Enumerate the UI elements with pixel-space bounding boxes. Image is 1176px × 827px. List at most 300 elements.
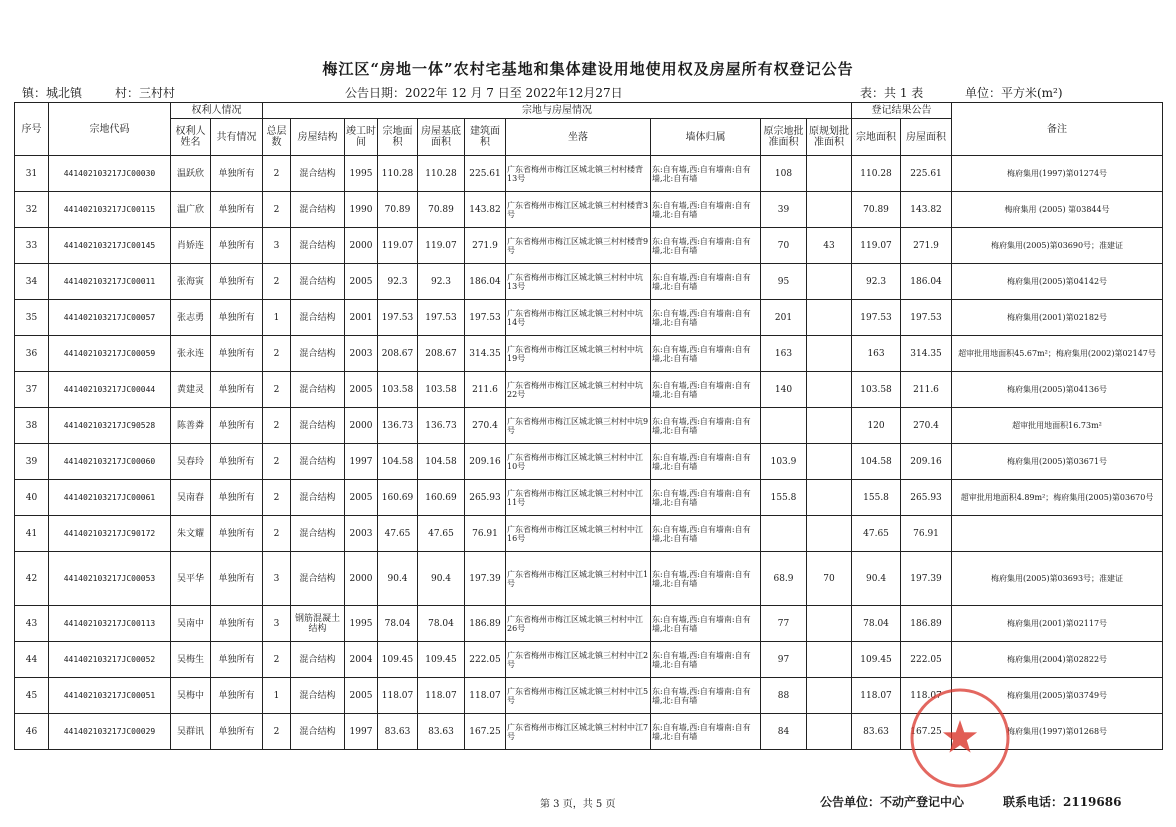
cell-note: 梅府集用(2005)第03693号；准建证 [952,552,1163,606]
cell-share: 单独所有 [211,714,263,750]
table-row [15,192,1163,228]
cell-structure: 混合结构 [291,552,345,606]
cell-seq: 42 [15,552,49,606]
cell-year: 2004 [345,642,378,678]
cell-land-area: 118.07 [378,678,418,714]
cell-floors: 1 [263,300,291,336]
cell-result-land: 118.07 [852,678,901,714]
table-row [15,408,1163,444]
cell-orig-planned [807,408,852,444]
cell-orig-planned [807,300,852,336]
cell-result-land: 155.8 [852,480,901,516]
cell-orig-approved: 103.9 [761,444,807,480]
cell-orig-approved [761,408,807,444]
cell-wall: 东:自有墙,西:自有墙南:自有墙,北:自有墙 [651,714,761,750]
table-row [15,606,1163,642]
cell-owner: 吴群讯 [171,714,211,750]
cell-result-house: 197.39 [901,552,952,606]
cell-owner: 朱文耀 [171,516,211,552]
cell-year: 2003 [345,516,378,552]
cell-structure: 混合结构 [291,336,345,372]
cell-share: 单独所有 [211,678,263,714]
cell-wall: 东:自有墙,西:自有墙南:自有墙,北:自有墙 [651,516,761,552]
cell-year: 2000 [345,408,378,444]
cell-note [952,516,1163,552]
cell-seq: 31 [15,156,49,192]
sheet-count: 表：共 1 表 [860,86,924,100]
cell-code: 441402103217JC00051 [49,678,171,714]
cell-year: 1995 [345,156,378,192]
cell-result-house: 209.16 [901,444,952,480]
cell-owner: 吴平华 [171,552,211,606]
cell-base-area: 103.58 [418,372,465,408]
cell-location: 广东省梅州市梅江区城北镇三村村楼背13号 [506,156,651,192]
cell-seq: 33 [15,228,49,264]
cell-note: 梅府集用(2001)第02117号 [952,606,1163,642]
cell-year: 2000 [345,228,378,264]
cell-code: 441402103217JC00044 [49,372,171,408]
header-build-area: 建筑面积 [465,119,506,156]
table-row [15,480,1163,516]
cell-result-land: 83.63 [852,714,901,750]
cell-seq: 32 [15,192,49,228]
cell-location: 广东省梅州市梅江区城北镇三村村中坑9号 [506,408,651,444]
cell-orig-approved: 95 [761,264,807,300]
cell-orig-approved: 163 [761,336,807,372]
cell-land-area: 197.53 [378,300,418,336]
cell-owner: 吴南中 [171,606,211,642]
cell-result-house: 118.07 [901,678,952,714]
cell-orig-planned [807,444,852,480]
cell-base-area: 83.63 [418,714,465,750]
cell-result-land: 120 [852,408,901,444]
cell-year: 1997 [345,714,378,750]
village-label: 村：三村村 [115,86,176,100]
cell-seq: 37 [15,372,49,408]
cell-code: 441402103217JC00057 [49,300,171,336]
cell-land-area: 110.28 [378,156,418,192]
cell-note: 梅府集用(2005)第03690号；准建证 [952,228,1163,264]
cell-wall: 东:自有墙,西:自有墙南:自有墙,北:自有墙 [651,300,761,336]
cell-share: 单独所有 [211,516,263,552]
header-year: 竣工时间 [345,119,378,156]
cell-floors: 2 [263,516,291,552]
cell-orig-planned [807,192,852,228]
cell-year: 1995 [345,606,378,642]
cell-year: 2005 [345,480,378,516]
cell-result-land: 119.07 [852,228,901,264]
cell-seq: 39 [15,444,49,480]
cell-orig-planned: 43 [807,228,852,264]
cell-share: 单独所有 [211,642,263,678]
header-seq: 序号 [15,103,49,156]
cell-wall: 东:自有墙,西:自有墙南:自有墙,北:自有墙 [651,192,761,228]
cell-share: 单独所有 [211,336,263,372]
cell-location: 广东省梅州市梅江区城北镇三村村中坑14号 [506,300,651,336]
cell-result-land: 110.28 [852,156,901,192]
cell-year: 2005 [345,678,378,714]
cell-structure: 混合结构 [291,714,345,750]
cell-result-house: 143.82 [901,192,952,228]
header-owner: 权利人姓名 [171,119,211,156]
cell-wall: 东:自有墙,西:自有墙南:自有墙,北:自有墙 [651,408,761,444]
cell-share: 单独所有 [211,192,263,228]
cell-result-house: 225.61 [901,156,952,192]
cell-base-area: 208.67 [418,336,465,372]
cell-share: 单独所有 [211,408,263,444]
cell-orig-approved: 108 [761,156,807,192]
cell-location: 广东省梅州市梅江区城北镇三村村中江26号 [506,606,651,642]
cell-floors: 2 [263,642,291,678]
cell-land-area: 103.58 [378,372,418,408]
table-row [15,444,1163,480]
cell-build-area: 265.93 [465,480,506,516]
cell-structure: 混合结构 [291,678,345,714]
cell-floors: 2 [263,372,291,408]
cell-wall: 东:自有墙,西:自有墙南:自有墙,北:自有墙 [651,606,761,642]
cell-orig-planned [807,264,852,300]
cell-base-area: 136.73 [418,408,465,444]
cell-orig-approved: 201 [761,300,807,336]
cell-wall: 东:自有墙,西:自有墙南:自有墙,北:自有墙 [651,678,761,714]
cell-location: 广东省梅州市梅江区城北镇三村村中江11号 [506,480,651,516]
cell-owner: 吴南春 [171,480,211,516]
header-orig-planned: 原规划批准面积 [807,119,852,156]
cell-seq: 44 [15,642,49,678]
cell-base-area: 90.4 [418,552,465,606]
cell-floors: 2 [263,264,291,300]
cell-code: 441402103217JC00011 [49,264,171,300]
cell-owner: 张永连 [171,336,211,372]
town-label: 镇：城北镇 [22,86,83,100]
cell-location: 广东省梅州市梅江区城北镇三村村中江16号 [506,516,651,552]
cell-note: 梅府集用(2004)第02822号 [952,642,1163,678]
cell-wall: 东:自有墙,西:自有墙南:自有墙,北:自有墙 [651,228,761,264]
cell-land-area: 104.58 [378,444,418,480]
cell-build-area: 197.39 [465,552,506,606]
cell-orig-approved: 39 [761,192,807,228]
cell-share: 单独所有 [211,444,263,480]
header-share: 共有情况 [211,119,263,156]
contact-phone: 联系电话：2119686 [1003,795,1122,809]
cell-land-area: 78.04 [378,606,418,642]
cell-build-area: 186.89 [465,606,506,642]
header-floors: 总层数 [263,119,291,156]
cell-orig-approved: 77 [761,606,807,642]
cell-note: 超审批用地面积16.73m² [952,408,1163,444]
cell-result-land: 103.58 [852,372,901,408]
cell-location: 广东省梅州市梅江区城北镇三村村中江1号 [506,552,651,606]
cell-orig-planned: 70 [807,552,852,606]
header-group-owner: 权利人情况 [171,103,263,119]
cell-structure: 混合结构 [291,300,345,336]
cell-code: 441402103217JC00061 [49,480,171,516]
cell-land-area: 136.73 [378,408,418,444]
cell-land-area: 92.3 [378,264,418,300]
page-number: 第 3 页，共 5 页 [540,799,616,810]
cell-build-area: 167.25 [465,714,506,750]
cell-note: 梅府集用 (2005) 第03844号 [952,192,1163,228]
cell-orig-planned [807,606,852,642]
cell-share: 单独所有 [211,552,263,606]
registration-table [14,102,1163,750]
cell-result-house: 167.25 [901,714,952,750]
cell-note: 梅府集用(2005)第03749号 [952,678,1163,714]
cell-floors: 2 [263,444,291,480]
cell-build-area: 314.35 [465,336,506,372]
cell-land-area: 109.45 [378,642,418,678]
cell-base-area: 47.65 [418,516,465,552]
cell-orig-planned [807,156,852,192]
announcing-unit: 公告单位：不动产登记中心 [820,795,965,809]
cell-base-area: 92.3 [418,264,465,300]
cell-share: 单独所有 [211,228,263,264]
cell-structure: 混合结构 [291,408,345,444]
cell-orig-approved [761,516,807,552]
cell-build-area: 209.16 [465,444,506,480]
cell-floors: 2 [263,714,291,750]
cell-floors: 2 [263,480,291,516]
cell-land-area: 83.63 [378,714,418,750]
cell-year: 2003 [345,336,378,372]
cell-wall: 东:自有墙,西:自有墙南:自有墙,北:自有墙 [651,372,761,408]
cell-structure: 钢筋混凝土结构 [291,606,345,642]
cell-location: 广东省梅州市梅江区城北镇三村村中坑22号 [506,372,651,408]
cell-wall: 东:自有墙,西:自有墙南:自有墙,北:自有墙 [651,642,761,678]
cell-owner: 张海寅 [171,264,211,300]
table-row [15,228,1163,264]
cell-result-house: 186.89 [901,606,952,642]
cell-orig-approved: 97 [761,642,807,678]
cell-seq: 35 [15,300,49,336]
area-unit: 单位：平方米(m²) [965,86,1063,100]
cell-result-house: 197.53 [901,300,952,336]
official-seal-icon [908,686,1012,790]
table-row [15,336,1163,372]
cell-location: 广东省梅州市梅江区城北镇三村村中江7号 [506,714,651,750]
header-note: 备注 [952,103,1163,156]
cell-land-area: 90.4 [378,552,418,606]
cell-base-area: 78.04 [418,606,465,642]
cell-structure: 混合结构 [291,516,345,552]
cell-wall: 东:自有墙,西:自有墙南:自有墙,北:自有墙 [651,480,761,516]
cell-location: 广东省梅州市梅江区城北镇三村村中坑19号 [506,336,651,372]
cell-seq: 46 [15,714,49,750]
cell-code: 441402103217JC90172 [49,516,171,552]
cell-year: 1997 [345,444,378,480]
cell-year: 2000 [345,552,378,606]
cell-structure: 混合结构 [291,192,345,228]
cell-orig-planned [807,678,852,714]
cell-orig-approved: 140 [761,372,807,408]
cell-orig-planned [807,642,852,678]
cell-owner: 肖娇连 [171,228,211,264]
cell-location: 广东省梅州市梅江区城北镇三村村中江2号 [506,642,651,678]
table-row [15,156,1163,192]
cell-location: 广东省梅州市梅江区城北镇三村村中江10号 [506,444,651,480]
cell-build-area: 197.53 [465,300,506,336]
cell-code: 441402103217JC00029 [49,714,171,750]
table-row [15,264,1163,300]
cell-wall: 东:自有墙,西:自有墙南:自有墙,北:自有墙 [651,336,761,372]
cell-structure: 混合结构 [291,228,345,264]
cell-build-area: 211.6 [465,372,506,408]
cell-result-land: 109.45 [852,642,901,678]
cell-structure: 混合结构 [291,264,345,300]
cell-wall: 东:自有墙,西:自有墙南:自有墙,北:自有墙 [651,552,761,606]
cell-base-area: 197.53 [418,300,465,336]
cell-share: 单独所有 [211,480,263,516]
table-row [15,516,1163,552]
cell-year: 2005 [345,264,378,300]
cell-result-house: 76.91 [901,516,952,552]
cell-share: 单独所有 [211,156,263,192]
table-row [15,372,1163,408]
header-wall: 墙体归属 [651,119,761,156]
cell-orig-approved: 68.9 [761,552,807,606]
cell-owner: 吴春玲 [171,444,211,480]
table-row [15,642,1163,678]
cell-orig-planned [807,714,852,750]
cell-result-land: 78.04 [852,606,901,642]
cell-orig-approved: 155.8 [761,480,807,516]
cell-code: 441402103217JC00052 [49,642,171,678]
cell-owner: 吴梅中 [171,678,211,714]
cell-owner: 陈善粦 [171,408,211,444]
header-group-result: 登记结果公告 [852,103,952,119]
cell-base-area: 109.45 [418,642,465,678]
cell-orig-approved: 84 [761,714,807,750]
cell-year: 1990 [345,192,378,228]
cell-code: 441402103217JC00060 [49,444,171,480]
cell-owner: 温广欣 [171,192,211,228]
cell-result-land: 197.53 [852,300,901,336]
cell-note: 梅府集用(2005)第04136号 [952,372,1163,408]
cell-floors: 1 [263,678,291,714]
cell-result-house: 222.05 [901,642,952,678]
cell-floors: 3 [263,606,291,642]
cell-floors: 3 [263,552,291,606]
cell-orig-planned [807,372,852,408]
cell-code: 441402103217JC00113 [49,606,171,642]
header-result-land: 宗地面积 [852,119,901,156]
cell-seq: 34 [15,264,49,300]
cell-location: 广东省梅州市梅江区城北镇三村村楼背9号 [506,228,651,264]
header-land-area: 宗地面积 [378,119,418,156]
cell-owner: 吴梅生 [171,642,211,678]
cell-seq: 38 [15,408,49,444]
cell-location: 广东省梅州市梅江区城北镇三村村楼背3号 [506,192,651,228]
cell-structure: 混合结构 [291,156,345,192]
cell-structure: 混合结构 [291,372,345,408]
cell-owner: 温跃欣 [171,156,211,192]
header-base-area: 房屋基底面积 [418,119,465,156]
cell-result-house: 265.93 [901,480,952,516]
cell-build-area: 270.4 [465,408,506,444]
header-structure: 房屋结构 [291,119,345,156]
cell-result-land: 47.65 [852,516,901,552]
header-orig-approved: 原宗地批准面积 [761,119,807,156]
cell-build-area: 225.61 [465,156,506,192]
cell-note: 超审批用地面积45.67m²；梅府集用(2002)第02147号 [952,336,1163,372]
cell-location: 广东省梅州市梅江区城北镇三村村中江5号 [506,678,651,714]
cell-floors: 3 [263,228,291,264]
cell-orig-approved: 70 [761,228,807,264]
cell-year: 2005 [345,372,378,408]
cell-land-area: 208.67 [378,336,418,372]
cell-base-area: 119.07 [418,228,465,264]
cell-floors: 2 [263,336,291,372]
cell-orig-planned [807,516,852,552]
cell-result-house: 271.9 [901,228,952,264]
cell-result-land: 70.89 [852,192,901,228]
cell-base-area: 160.69 [418,480,465,516]
cell-floors: 2 [263,408,291,444]
header-location: 坐落 [506,119,651,156]
cell-wall: 东:自有墙,西:自有墙南:自有墙,北:自有墙 [651,156,761,192]
cell-structure: 混合结构 [291,480,345,516]
cell-orig-approved: 88 [761,678,807,714]
cell-result-land: 163 [852,336,901,372]
cell-structure: 混合结构 [291,444,345,480]
cell-wall: 东:自有墙,西:自有墙南:自有墙,北:自有墙 [651,444,761,480]
cell-location: 广东省梅州市梅江区城北镇三村村中坑13号 [506,264,651,300]
cell-build-area: 186.04 [465,264,506,300]
cell-build-area: 222.05 [465,642,506,678]
cell-base-area: 110.28 [418,156,465,192]
cell-note: 梅府集用(1997)第01268号 [952,714,1163,750]
cell-result-land: 92.3 [852,264,901,300]
cell-code: 441402103217JC00145 [49,228,171,264]
announcement-date: 公告日期：2022年 12 月 7 日至 2022年12月27日 [345,86,623,100]
cell-code: 441402103217JC00030 [49,156,171,192]
cell-land-area: 70.89 [378,192,418,228]
cell-seq: 40 [15,480,49,516]
table-row [15,300,1163,336]
cell-share: 单独所有 [211,372,263,408]
cell-result-land: 104.58 [852,444,901,480]
cell-result-house: 186.04 [901,264,952,300]
cell-seq: 36 [15,336,49,372]
cell-year: 2001 [345,300,378,336]
cell-result-land: 90.4 [852,552,901,606]
cell-seq: 43 [15,606,49,642]
cell-note: 超审批用地面积4.89m²；梅府集用(2005)第03670号 [952,480,1163,516]
cell-share: 单独所有 [211,264,263,300]
cell-build-area: 76.91 [465,516,506,552]
cell-code: 441402103217JC90528 [49,408,171,444]
cell-base-area: 118.07 [418,678,465,714]
cell-orig-planned [807,480,852,516]
header-result-house: 房屋面积 [901,119,952,156]
cell-floors: 2 [263,192,291,228]
cell-floors: 2 [263,156,291,192]
cell-code: 441402103217JC00115 [49,192,171,228]
cell-code: 441402103217JC00053 [49,552,171,606]
cell-note: 梅府集用(1997)第01274号 [952,156,1163,192]
cell-land-area: 160.69 [378,480,418,516]
cell-share: 单独所有 [211,606,263,642]
cell-base-area: 70.89 [418,192,465,228]
cell-owner: 张志勇 [171,300,211,336]
cell-note: 梅府集用(2001)第02182号 [952,300,1163,336]
cell-seq: 45 [15,678,49,714]
page-title: 梅江区“房地一体”农村宅基地和集体建设用地使用权及房屋所有权登记公告 [322,60,854,78]
cell-land-area: 119.07 [378,228,418,264]
header-group-land: 宗地与房屋情况 [263,103,852,119]
table-row [15,552,1163,606]
cell-code: 441402103217JC00059 [49,336,171,372]
